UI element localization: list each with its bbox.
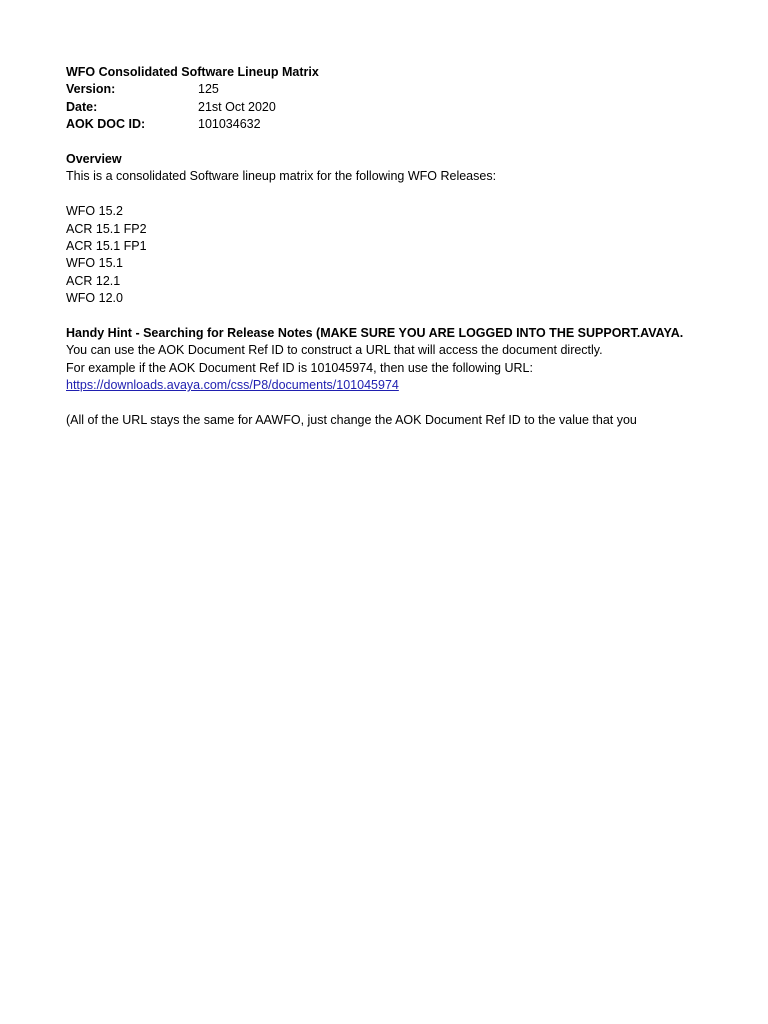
hint-line-2: For example if the AOK Document Ref ID is 101045974, then use the following URL: [66, 360, 533, 375]
hint-note: (All of the URL stays the same for AAWFO, just change the AOK Document Ref ID to the value that you [66, 413, 637, 428]
doc-id-row [66, 116, 746, 133]
date-row [66, 99, 746, 116]
release-item: WFO 15.2 [66, 204, 123, 219]
release-notes-link[interactable]: https://downloads.avaya.com/css/P8/documents/101045974 [66, 378, 399, 393]
spacer [66, 395, 746, 412]
release-item: WFO 12.0 [66, 291, 123, 306]
overview-heading: Overview [66, 152, 122, 167]
version-value: 125 [198, 82, 219, 97]
doc-id-value: 101034632 [198, 117, 261, 132]
release-item: ACR 12.1 [66, 273, 121, 288]
date-label: Date: [66, 99, 98, 114]
doc-id-label: AOK DOC ID: [66, 117, 146, 132]
release-list [66, 203, 746, 307]
version-label: Version: [66, 82, 116, 97]
hint-url-line [66, 377, 746, 394]
hint-heading: Handy Hint - Searching for Release Notes (MAKE SURE YOU ARE LOGGED INTO THE SUPPORT.AVAYA. [66, 326, 684, 341]
spacer [66, 134, 746, 151]
hint-line-1: You can use the AOK Document Ref ID to construct a URL that will access the document directly. [66, 343, 603, 358]
version-row [66, 81, 746, 98]
spacer [66, 308, 746, 325]
date-value: 21st Oct 2020 [198, 99, 276, 114]
document-title: WFO Consolidated Software Lineup Matrix [66, 65, 319, 79]
release-item: WFO 15.1 [66, 256, 123, 271]
document-page [66, 64, 746, 429]
overview-intro: This is a consolidated Software lineup matrix for the following WFO Releases: [66, 169, 497, 184]
release-item: ACR 15.1 FP2 [66, 221, 147, 236]
spacer [66, 186, 746, 203]
release-item: ACR 15.1 FP1 [66, 239, 147, 254]
